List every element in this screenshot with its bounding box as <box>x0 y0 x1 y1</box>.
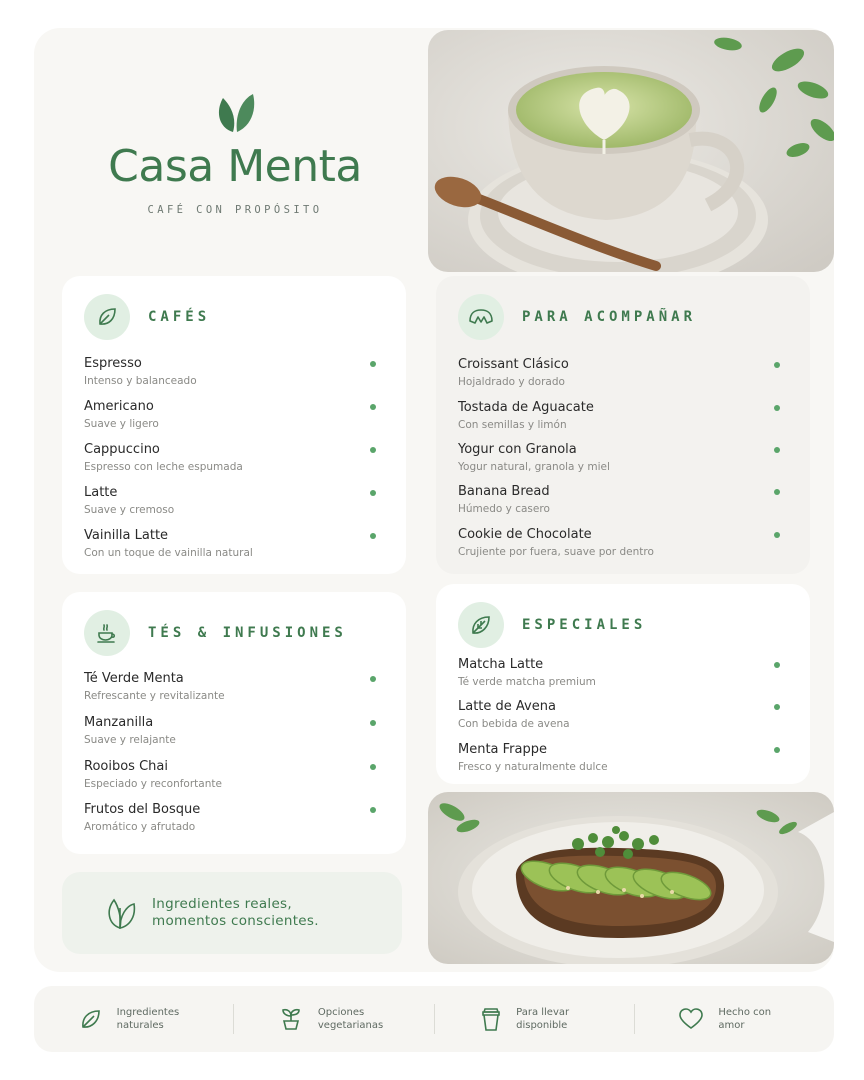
feature-ingredientes: Ingredientes naturales <box>34 1006 233 1032</box>
menu-item: Espresso Intenso y balanceado <box>84 356 376 388</box>
item-dot <box>774 405 780 411</box>
quote-line-2: momentos conscientes. <box>152 913 319 929</box>
brand-name: Casa Menta <box>108 141 362 192</box>
item-dot <box>370 447 376 453</box>
item-dot <box>370 404 376 410</box>
section-title: CAFÉS <box>148 309 211 325</box>
menu-item: Té Verde Menta Refrescante y revitalizante <box>84 671 376 703</box>
brand-tagline: CAFÉ CON PROPÓSITO <box>147 204 323 216</box>
item-dot <box>370 807 376 813</box>
menu-item: Croissant Clásico Hojaldrado y dorado <box>458 357 780 389</box>
card-tes-infusiones <box>62 592 406 854</box>
heart-icon <box>678 1007 704 1031</box>
matcha-latte-photo <box>428 30 834 272</box>
leaf-badge-icon <box>458 602 504 648</box>
item-dot <box>774 704 780 710</box>
item-dot <box>774 362 780 368</box>
takeaway-cup-icon <box>480 1006 502 1032</box>
menu-item: Vainilla Latte Con un toque de vainilla natural <box>84 528 376 560</box>
section-title: PARA ACOMPAÑAR <box>522 309 697 325</box>
brand-header <box>60 88 410 216</box>
menu-item: Latte Suave y cremoso <box>84 485 376 517</box>
item-dot <box>370 490 376 496</box>
leaf-icon <box>84 294 130 340</box>
item-dot <box>774 532 780 538</box>
card-especiales <box>436 584 810 784</box>
menu-item: Tostada de Aguacate Con semillas y limón <box>458 400 780 432</box>
menu-item: Cookie de Chocolate Crujiente por fuera, suave por dentro <box>458 527 780 559</box>
menu-item: Frutos del Bosque Aromático y afrutado <box>84 802 376 834</box>
item-dot <box>774 489 780 495</box>
leaves-icon <box>213 88 257 134</box>
item-dot <box>774 447 780 453</box>
menu-item: Americano Suave y ligero <box>84 399 376 431</box>
tagline-quote <box>62 872 402 954</box>
features-bar <box>34 986 834 1052</box>
menu-item: Manzanilla Suave y relajante <box>84 715 376 747</box>
leaf-outline-icon <box>104 896 136 930</box>
card-para-acompanar <box>436 276 810 574</box>
item-dot <box>370 361 376 367</box>
teacup-icon <box>84 610 130 656</box>
menu-item: Cappuccino Espresso con leche espumada <box>84 442 376 474</box>
menu-item: Menta Frappe Fresco y naturalmente dulce <box>458 742 780 774</box>
item-dot <box>370 764 376 770</box>
menu-item: Yogur con Granola Yogur natural, granola y miel <box>458 442 780 474</box>
item-dot <box>370 533 376 539</box>
item-dot <box>370 720 376 726</box>
item-dot <box>774 662 780 668</box>
item-dot <box>370 676 376 682</box>
card-cafes <box>62 276 406 574</box>
leaf-icon <box>79 1007 103 1031</box>
croissant-icon <box>458 294 504 340</box>
sprout-pot-icon <box>278 1006 304 1032</box>
feature-hecho-con-amor: Hecho con amor <box>635 1006 834 1032</box>
feature-vegetarianas: Opciones vegetarianas <box>234 1006 433 1032</box>
feature-para-llevar: Para llevar disponible <box>435 1006 634 1032</box>
section-title: ESPECIALES <box>522 617 647 633</box>
menu-item: Latte de Avena Con bebida de avena <box>458 699 780 731</box>
item-dot <box>774 747 780 753</box>
menu-item: Banana Bread Húmedo y casero <box>458 484 780 516</box>
menu-item: Rooibos Chai Especiado y reconfortante <box>84 759 376 791</box>
avocado-toast-photo <box>428 792 834 964</box>
section-title: TÉS & INFUSIONES <box>148 625 347 641</box>
quote-line-1: Ingredientes reales, <box>152 896 292 912</box>
menu-item: Matcha Latte Té verde matcha premium <box>458 657 780 689</box>
